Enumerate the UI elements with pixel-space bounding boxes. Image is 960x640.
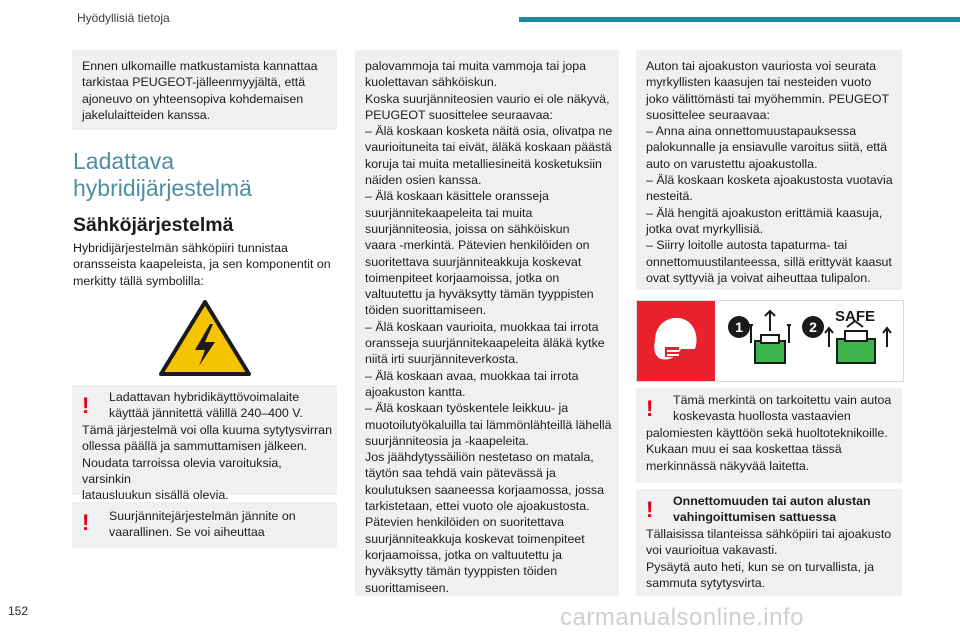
header-accent-bar: [519, 17, 960, 22]
safe-label-graphic: [637, 301, 903, 381]
subsection-heading: Sähköjärjestelmä: [73, 214, 234, 236]
warning-exclamation-icon: !: [82, 510, 90, 535]
safe-label-illustration: [636, 300, 904, 382]
watermark: carmanualsonline.info: [560, 604, 804, 631]
high-voltage-warning-icon: [157, 298, 253, 378]
safety-instructions-box: [355, 50, 619, 596]
running-header: Hyödyllisiä tietoja: [77, 11, 170, 25]
warning-box-label: ! Tämä merkintä on tarkoitettu vain autoa koskevasta huollosta vastaavien palomiesten käyttöön sekä huoltoteknikoille. Kukaan muu ei saa koskettaa tässä merkinnässä näkyvää laitetta.: [636, 388, 902, 483]
step-2-number: 2: [809, 319, 817, 335]
safety-instructions-text: palovammoja tai muita vammoja tai jopa kuolettavan sähköiskun. Koska suurjänniteosien vaurio ei ole näkyvä, PEUGEOT suosittelee seuraavaa: – Älä koskaan kosketa näitä osia, olivatpa ne vaurioituneita tai eivät, äläkä koskaan päästä koruja tai muita metalliesineitä kosketuksiin näiden osien kanssa. – Älä koskaan käsittele oransseja suurjännitekaapeleita tai muita suurjänniteosia, joissa on sähköiskun vaara -merkintä. Pätevien henkilöiden on suoritettava suurjänniteakkuja koskevat toimenpiteet korjaamoissa, jotka on valtuutettu ja hyväksytty tämän tyyppisten töiden suorittamiseen. – Älä koskaan vaurioita, muokkaa tai irrota oransseja suurjännitekaapeleita äläkä kytke niitä irti suurjänniteverkosta. – Älä koskaan avaa, muokkaa tai irrota ajoakuston kantta. – Älä koskaan työskentele leikkuu- ja muotoilutyökaluilla tai lämmönlähteillä lähellä suurjänniteosia ja -kaapeleita. Jos jäähdytyssäiliön nestetaso on matala, täytön saa tehdä vain pätevässä ja koulutuksen saaneessa korjaamossa, jossa tarkistetaan, ettei vuoto ole ajoakustosta. Pätevien henkilöiden on suoritettava suurjänniteakkuja koskevat toimenpiteet korjaamoissa, jotka on valtuutettu ja hyväksytty tämän tyyppisten töiden suorittamiseen.: [365, 59, 613, 595]
battery-connector-disconnected-icon: [825, 321, 891, 363]
step-1-number: 1: [735, 319, 743, 335]
info-box-travel: [72, 50, 337, 130]
warning-box-danger: ! Suurjännitejärjestelmän jännite on vaarallinen. Se voi aiheuttaa: [72, 502, 337, 548]
warning-exclamation-icon: !: [646, 497, 654, 522]
page-number: 152: [8, 604, 29, 618]
warning-box-accident: ! Onnettomuuden tai auton alustan vahingoittumisen sattuessa Tällaisissa tilanteissa sähköpiiri tai ajoakusto voi vaurioitua vakavasti. Pysäytä auto heti, kun se on turvallista, ja sammuta sytytysvirta.: [636, 489, 902, 596]
battery-damage-text: Auton tai ajoakuston vauriosta voi seurata myrkyllisten kaasujen tai nesteiden vuoto joko välittömästi tai myöhemmin. PEUGEOT suosittelee seuraavaa: – Anna aina onnettomuustapauksessa palokunnalle ja ensiavulle varoitus siitä, että auto on varustettu ajoakustolla. – Älä koskaan kosketa ajoakustosta vuotavia nesteitä. – Älä hengitä ajoakuston erittämiä kaasuja, jotka ovat myrkyllisiä. – Siirry loitolle autosta tapaturma- tai onnettomuustilanteessa, sillä erittyvät kaasut ovat syttyviä ja voivat aiheuttaa tulipalon.: [646, 59, 893, 285]
warning-exclamation-icon: !: [82, 393, 90, 418]
section-heading: Ladattava hybridijärjestelmä: [73, 148, 252, 201]
battery-damage-box: [636, 50, 902, 290]
safe-text: SAFE: [834, 308, 876, 325]
battery-connector-icon: [749, 311, 791, 363]
warning-box-voltage: ! Ladattavan hybridikäyttövoimalaite käyttää jännitettä välillä 240–400 V. Tämä järjestelmä voi olla kuuma sytytysvirran ollessa päällä ja sammuttamisen jälkeen. Noudata tarroissa olevia varoituksia, varsinkin latausluukun sisällä olevia.: [72, 385, 337, 495]
intro-paragraph: Hybridijärjestelmän sähköpiiri tunnistaa oransseista kaapeleista, ja sen komponentit on merkitty tällä symbolilla:: [73, 241, 331, 288]
warning-exclamation-icon: !: [646, 396, 654, 421]
info-box-travel-text: Ennen ulkomaille matkustamista kannattaa tarkistaa PEUGEOT-jälleenmyyjältä, että ajoneuvo on yhteensopiva kohdemaisen jakelulaitteiden kanssa.: [82, 59, 318, 122]
